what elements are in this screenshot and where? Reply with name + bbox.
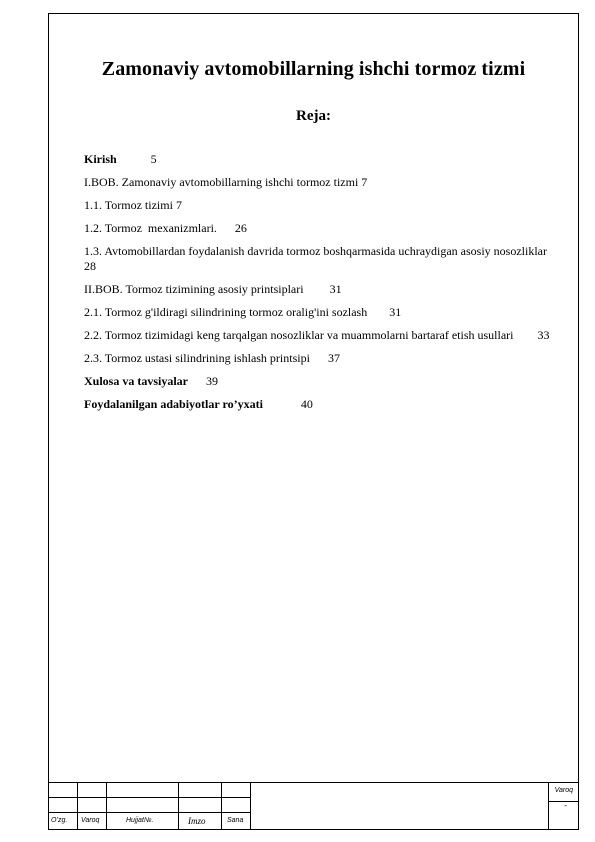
toc-entry-label: 2.3. Tormoz ustasi silindrining ishlash printsipi	[84, 351, 310, 365]
toc-entry	[84, 244, 554, 274]
page-frame	[48, 13, 579, 830]
toc-entry-label: 2.2. Tormoz tizimidagi keng tarqalgan nosozliklar va muammolarni bartaraf etish usullari	[84, 328, 514, 342]
toc-page-number: 31	[389, 305, 402, 319]
toc-entry	[84, 328, 554, 343]
stamp-column-divider	[250, 783, 251, 830]
toc-page-number: 31	[329, 282, 342, 296]
title-block-stamp	[48, 782, 579, 830]
toc-page-number: 33	[537, 328, 550, 342]
toc-entry-label: 1.3. Avtomobillardan foydalanish davrida tormoz boshqarmasida uchraydigan asosiy nosozliklar	[84, 244, 548, 258]
stamp-label-sana: Sana	[227, 817, 244, 824]
stamp-sheet-number: -	[564, 801, 567, 810]
toc-entry-label: 2.1. Tormoz g'ildiragi silindrining tormoz oralig'ini sozlash	[84, 305, 368, 319]
stamp-row-divider	[48, 812, 250, 813]
toc-page-number: 28	[84, 259, 96, 273]
stamp-label-ozg: O’zg.	[51, 817, 68, 824]
toc-page-number: 37	[327, 351, 340, 365]
toc-entry-conclusion	[84, 374, 554, 389]
stamp-sheet-label: Varoq	[554, 787, 573, 794]
toc-entry-label: I.BOB. Zamonaviy avtomobillarning ishchi tormoz tizmi	[84, 175, 359, 189]
stamp-column-divider	[106, 783, 107, 830]
toc-page-number: 7	[361, 175, 368, 189]
toc-entry	[84, 198, 554, 213]
stamp-row-divider	[48, 797, 250, 798]
toc-entry-label: Kirish	[84, 152, 117, 166]
table-of-contents	[84, 152, 554, 412]
toc-entry	[84, 282, 554, 297]
toc-entry	[84, 351, 554, 366]
toc-entry-intro	[84, 152, 554, 167]
toc-page-number: 26	[234, 221, 247, 235]
toc-entry-label: 1.2. Tormoz mexanizmlari.	[84, 221, 217, 235]
toc-page-number: 5	[150, 152, 157, 166]
stamp-column-divider	[77, 783, 78, 830]
toc-entry	[84, 175, 554, 190]
toc-page-number: 7	[175, 198, 182, 212]
toc-page-number: 40	[300, 397, 313, 411]
stamp-label-hujjat: Hujjat№.	[126, 817, 154, 824]
stamp-label-imzo: Imzo	[188, 816, 206, 826]
toc-entry	[84, 221, 554, 236]
plan-heading: Reja:	[296, 108, 331, 124]
toc-entry-label: Xulosa va tavsiyalar	[84, 374, 189, 388]
toc-entry-label: 1.1. Tormoz tizimi	[84, 198, 173, 212]
toc-entry-label: II.BOB. Tormoz tizimining asosiy printsiplari	[84, 282, 304, 296]
stamp-label-varoq: Varoq	[81, 817, 100, 824]
toc-entry-label: Foydalanilgan adabiyotlar ro’yxati	[84, 397, 263, 411]
toc-entry-references	[84, 397, 554, 412]
toc-entry	[84, 305, 554, 320]
toc-page-number: 39	[206, 374, 219, 388]
stamp-column-divider	[221, 783, 222, 830]
stamp-column-divider	[548, 783, 549, 830]
stamp-column-divider	[178, 783, 179, 830]
document-title: Zamonaviy avtomobillarning ishchi tormoz tizmi	[101, 58, 526, 80]
